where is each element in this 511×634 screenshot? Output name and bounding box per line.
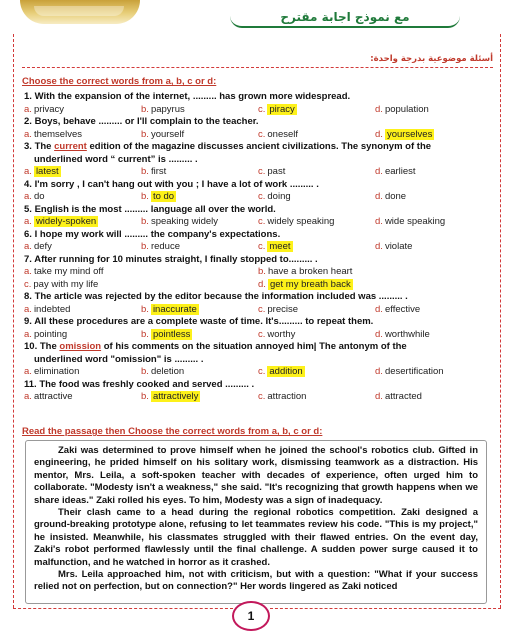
options-row <box>24 391 492 404</box>
answer-option[interactable] <box>258 191 375 204</box>
option-text: worthy <box>267 328 296 340</box>
option-letter: d. <box>375 366 383 377</box>
option-text: first <box>150 166 167 177</box>
option-text: take my mind off <box>33 266 104 277</box>
option-letter: b. <box>141 216 149 227</box>
answer-option[interactable] <box>258 304 375 317</box>
answer-option[interactable] <box>141 304 258 317</box>
option-text-highlighted: addition <box>269 366 303 377</box>
question-number: 11. <box>24 378 37 390</box>
option-text: widely speaking <box>267 216 335 227</box>
answer-option[interactable] <box>375 391 492 404</box>
question-text: The <box>34 141 55 152</box>
question-item <box>24 229 492 254</box>
option-text: population <box>384 103 429 115</box>
page-number: 1 <box>232 601 270 631</box>
reading-passage <box>25 440 487 604</box>
answer-option[interactable] <box>24 166 141 179</box>
passage-paragraph: Their clash came to a head during the regional robotics competition. Zaki designed a ground-breaking prototype alone, refusing to let teammates review his code. "This is my project," he insisted. Meanwhile, his classmates struggled with their flawed entries. On the event day, Zaki's robot performed flawlessly until the final challenge. A sudden power surge caused it to malfunction, and he watched in horror as it crashed. <box>34 507 478 568</box>
answer-option[interactable] <box>141 329 258 342</box>
answer-option[interactable] <box>141 366 258 379</box>
answer-option[interactable] <box>141 129 258 142</box>
option-text-highlighted: yourselves <box>386 128 433 140</box>
answer-option[interactable] <box>258 266 492 279</box>
option-text: pointing <box>33 328 68 340</box>
question-stem <box>24 341 492 354</box>
question-item <box>24 91 492 116</box>
option-letter: c. <box>24 278 32 290</box>
option-text: yourself <box>150 128 185 140</box>
option-text: pay with my life <box>33 278 99 290</box>
underlined-word: omission <box>59 341 102 352</box>
question-stem <box>24 204 492 217</box>
option-letter: b. <box>141 103 149 115</box>
option-letter: b. <box>141 191 149 202</box>
question-item <box>24 379 492 404</box>
question-text: I'm sorry , I can't hang out with you ; I have a lot of work ......... . <box>34 178 319 190</box>
option-letter: b. <box>141 366 149 377</box>
answer-option[interactable] <box>375 129 492 142</box>
answer-option[interactable] <box>375 329 492 342</box>
passage-paragraph: Zaki was determined to prove himself when he joined the school's robotics club. Gifted in engineering, he prided himself on his solitary work, dismissing teamwork as a distraction. His mentor, Mrs. Leila, a soft-spoken teacher with decades of experience, often urged him to collaborate. "Modesty isn't a weakness," she said. "It's recognizing that growth happens when we share ideas." Zaki rolled his eyes. To him, Modesty was a sign of inadequacy. <box>34 445 478 506</box>
question-stem-line2: underlined word “ current” is ......... . <box>34 153 198 165</box>
option-letter: c. <box>258 166 266 177</box>
question-number: 2. <box>24 116 32 127</box>
option-letter: d. <box>375 303 383 315</box>
passage-paragraph: Mrs. Leila approached him, not with criticism, but with a question: "What if your success relied not on perfection, but on connection?" Her words lingered as Zaki noticed <box>34 569 478 593</box>
question-number: 4. <box>24 178 32 190</box>
option-text-highlighted: meet <box>269 241 291 252</box>
option-text: attractive <box>33 391 73 402</box>
option-letter: c. <box>258 391 266 402</box>
question-stem <box>24 229 492 242</box>
answer-option[interactable] <box>24 391 141 404</box>
question-text: The article was rejected by the editor because the information included was ......... . <box>34 291 408 302</box>
question-text-continued: ......... has grown more widespread. <box>192 91 351 102</box>
option-text: privacy <box>33 103 65 115</box>
option-text: doing <box>267 191 291 202</box>
question-text: I hope my work will ......... the company's expectations. <box>34 228 281 240</box>
options-row <box>24 104 492 117</box>
option-letter: b. <box>258 266 266 277</box>
option-text: worthwhile <box>384 328 430 340</box>
question-text: All these procedures are a complete waste of time. It's......... to repeat them. <box>34 316 374 327</box>
option-text: have a broken heart <box>267 266 353 277</box>
option-letter: a. <box>24 266 32 277</box>
answer-key-title: مع نموذج اجابة مقترح <box>230 6 460 28</box>
option-text: attraction <box>267 391 307 402</box>
option-letter: c. <box>258 128 266 140</box>
question-stem-line2: underlined word "omission" is ......... . <box>34 353 204 365</box>
options-row <box>24 216 492 229</box>
option-letter: c. <box>258 103 266 115</box>
option-text: past <box>267 166 286 177</box>
footer-divider-left <box>13 608 233 609</box>
answer-option[interactable] <box>258 279 492 292</box>
options-row <box>24 329 492 342</box>
question-number: 7. <box>24 253 32 265</box>
option-letter: b. <box>141 303 149 315</box>
answer-option[interactable] <box>24 104 141 117</box>
answer-option[interactable] <box>258 329 375 342</box>
option-text: desertification <box>384 366 444 377</box>
option-text-highlighted: piracy <box>269 103 295 115</box>
option-letter: c. <box>258 303 266 315</box>
objective-questions-title: أسئلة موضوعية بدرجة واحدة: <box>370 54 493 64</box>
option-letter: d. <box>375 128 383 140</box>
option-letter: d. <box>375 191 383 202</box>
question-item <box>24 341 492 379</box>
answer-option[interactable] <box>258 391 375 404</box>
option-text: speaking widely <box>150 216 219 227</box>
answer-option[interactable] <box>141 391 258 404</box>
question-item <box>24 254 492 292</box>
question-number: 3. <box>24 141 32 152</box>
options-row <box>24 279 492 292</box>
option-letter: b. <box>141 391 149 402</box>
options-row <box>24 191 492 204</box>
question-text-continued: of his comments on the situation annoyed him| The antonym of the <box>101 341 407 352</box>
question-item <box>24 316 492 341</box>
option-text: oneself <box>267 128 299 140</box>
option-letter: d. <box>375 328 383 340</box>
question-stem <box>24 316 492 329</box>
option-text: do <box>33 191 45 202</box>
question-stem <box>24 291 492 304</box>
answer-option[interactable] <box>375 304 492 317</box>
question-text-continued: edition of the magazine discusses ancient civilizations. The synonym of the <box>86 141 432 152</box>
option-letter: d. <box>375 103 383 115</box>
option-text: defy <box>33 241 52 252</box>
answer-option[interactable] <box>24 191 141 204</box>
options-row <box>24 366 492 379</box>
answer-option[interactable] <box>24 266 258 279</box>
options-row <box>24 304 492 317</box>
option-letter: a. <box>24 366 32 377</box>
option-letter: c. <box>258 216 266 227</box>
option-text: elimination <box>33 366 80 377</box>
option-text: themselves <box>33 128 82 140</box>
option-letter: d. <box>375 391 383 402</box>
option-letter: c. <box>258 241 266 252</box>
answer-option[interactable] <box>258 216 375 229</box>
option-letter: a. <box>24 391 32 402</box>
question-text: Boys, behave ......... or I'll complain to the teacher. <box>34 116 259 127</box>
underlined-word: current <box>54 141 87 152</box>
question-number: 1. <box>24 91 32 102</box>
answer-option[interactable] <box>375 191 492 204</box>
options-row <box>24 129 492 142</box>
option-letter: a. <box>24 166 32 177</box>
answer-option[interactable] <box>141 216 258 229</box>
option-letter: a. <box>24 128 32 140</box>
section-heading-choose: Choose the correct words from a, b, c or d: <box>22 76 217 87</box>
option-text: effective <box>384 303 421 315</box>
option-text-highlighted: latest <box>35 166 59 177</box>
question-item <box>24 116 492 141</box>
option-text-highlighted: pointless <box>152 328 191 340</box>
option-letter: c. <box>258 328 266 340</box>
question-stem <box>24 91 492 104</box>
question-number: 6. <box>24 228 32 240</box>
question-item <box>24 291 492 316</box>
option-text: violate <box>384 241 413 252</box>
question-number: 8. <box>24 291 32 302</box>
divider <box>22 67 493 68</box>
answer-option[interactable] <box>258 366 375 379</box>
answer-option[interactable] <box>258 104 375 117</box>
answer-option[interactable] <box>375 216 492 229</box>
option-text-highlighted: widely-spoken <box>35 216 97 227</box>
option-letter: d. <box>258 278 266 290</box>
option-letter: c. <box>258 191 266 202</box>
answer-option[interactable] <box>24 279 258 292</box>
option-text-highlighted: attractively <box>152 391 199 402</box>
question-text: The food was freshly cooked and served ......... . <box>39 378 255 390</box>
option-letter: d. <box>375 166 383 177</box>
footer-divider-right <box>270 608 501 609</box>
question-number: 9. <box>24 316 32 327</box>
question-number: 10. <box>24 341 38 352</box>
answer-option[interactable] <box>24 241 141 254</box>
question-text: After running for 10 minutes straight, I finally stopped to......... . <box>34 253 318 265</box>
option-text: indebted <box>33 303 71 315</box>
options-row <box>24 266 492 279</box>
answer-option[interactable] <box>258 241 375 254</box>
option-text: done <box>384 191 407 202</box>
question-stem <box>24 179 492 192</box>
option-letter: b. <box>141 128 149 140</box>
answer-option[interactable] <box>258 129 375 142</box>
answer-option[interactable] <box>141 166 258 179</box>
option-text-highlighted: inaccurate <box>152 303 197 315</box>
answer-option[interactable] <box>141 104 258 117</box>
answer-option[interactable] <box>141 191 258 204</box>
answer-option[interactable] <box>24 329 141 342</box>
option-letter: a. <box>24 328 32 340</box>
option-text-highlighted: to do <box>152 191 175 202</box>
option-letter: d. <box>375 216 383 227</box>
question-number: 5. <box>24 203 32 215</box>
question-text: The <box>39 341 60 352</box>
options-row <box>24 166 492 179</box>
option-text: wide speaking <box>384 216 446 227</box>
answer-option[interactable] <box>24 129 141 142</box>
answer-option[interactable] <box>375 104 492 117</box>
option-text: papyrus <box>150 103 185 115</box>
options-row <box>24 241 492 254</box>
question-stem <box>24 254 492 267</box>
option-text: earliest <box>384 166 416 177</box>
option-text: reduce <box>150 241 180 252</box>
question-text: English is the most ......... language all over the world. <box>34 203 276 215</box>
option-letter: b. <box>141 241 149 252</box>
question-stem <box>24 141 492 154</box>
question-list <box>24 91 492 404</box>
question-stem <box>24 116 492 129</box>
option-letter: a. <box>24 241 32 252</box>
option-letter: d. <box>375 241 383 252</box>
answer-option[interactable] <box>24 304 141 317</box>
answer-option[interactable] <box>24 216 141 229</box>
option-letter: b. <box>141 328 149 340</box>
option-text: attracted <box>384 391 422 402</box>
option-letter: a. <box>24 103 32 115</box>
answer-option[interactable] <box>141 241 258 254</box>
answer-option[interactable] <box>258 166 375 179</box>
question-item <box>24 179 492 204</box>
option-text: precise <box>267 303 299 315</box>
header-decoration-image <box>20 0 140 24</box>
section-heading-passage: Read the passage then Choose the correct words from a, b, c or d: <box>22 426 323 437</box>
option-text-highlighted: get my breath back <box>269 278 351 290</box>
question-item <box>24 141 492 179</box>
option-letter: a. <box>24 216 32 227</box>
answer-option[interactable] <box>24 366 141 379</box>
option-letter: a. <box>24 303 32 315</box>
option-letter: a. <box>24 191 32 202</box>
answer-option[interactable] <box>375 166 492 179</box>
option-letter: c. <box>258 366 266 377</box>
option-letter: b. <box>141 166 149 177</box>
question-stem <box>24 379 492 392</box>
question-text: With the expansion of the internet, <box>34 91 193 102</box>
answer-option[interactable] <box>375 241 492 254</box>
option-text: deletion <box>150 366 185 377</box>
answer-option[interactable] <box>375 366 492 379</box>
question-item <box>24 204 492 229</box>
